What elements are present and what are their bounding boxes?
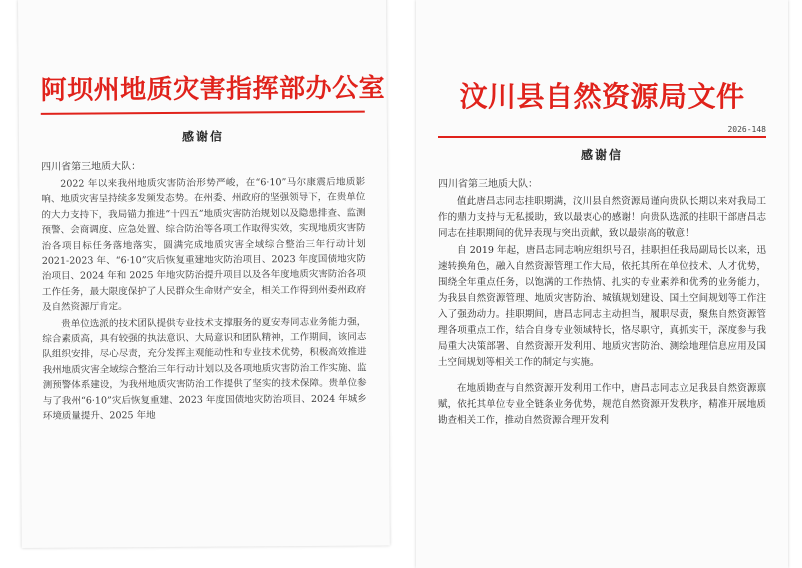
left-letterhead: 阿坝州地质灾害指挥部办公室 — [40, 73, 386, 106]
right-letterhead: 汶川县自然资源局文件 — [459, 80, 745, 113]
left-red-rule — [41, 111, 365, 115]
document-number: 2026-148 — [727, 125, 766, 134]
left-paragraph-1: 2022 年以来我州地质灾害防治形势严峻，在“6·10”马尔康震后地质影响、地质灾害呈持续多发频发态势。在州委、州政府的坚强领导下，在贵单位的大力支持下，我局锚力推进“十四五”地质灾害防治规划以及隐患排查、监测预警、会商调度、应急处置、综合防治等各项工作取得实效，实现地质灾害防治各项目标任务落地落实，圆满完成地质灾害全域综合整治三年行动计划 2021-2023 年、“6·10”灾后恢复重建地灾防治项目、2023 年度国债地灾防治项目、2024 年和 2025 年地灾防治提升项目以及各年度地质灾害防治各项工作任务，最大限度保护了人民群众生命财产安全，相关工作得到州委州政府及自然资源厅肯定。 — [41, 176, 367, 314]
left-letter-page — [18, 0, 390, 548]
right-salutation: 四川省第三地质大队： — [438, 179, 538, 190]
left-salutation: 四川省第三地质大队： — [41, 161, 142, 173]
right-red-rule — [438, 136, 766, 138]
right-paragraph-1: 值此唐昌志同志挂职期满，汶川县自然资源局谨向贵队长期以来对我局工作的鼎力支持与无私援助，致以最衷心的感谢！向贵队选派的挂职干部唐昌志同志在挂职期间的优异表现与突出贡献，致以最崇高的敬意！ — [438, 196, 766, 239]
left-letter-title: 感谢信 — [181, 129, 225, 144]
right-paragraph-2: 自 2019 年起，唐昌志同志响应组织号召，挂职担任我局副局长以来，迅速转换角色，融入自然资源管理工作大局，依托其所在单位技术、人才优势，围绕全年重点任务，以饱满的工作热情、扎实的专业素养和优秀的业务能力，为我县自然资源管理、地质灾害防治、城镇规划建设、国土空间规划等工作注入了强劲动力。挂职期间，唐昌志同志主动担当，履职尽责，聚焦自然资源管理各项重点工作，结合自身专业领域特长，恪尽职守，真抓实干，深度参与我局重大决策部署、自然资源开发利用、地质灾害防治、测绘地理信息应用及国土空间规划等相关工作的制定与实施。 — [438, 245, 766, 368]
right-letter-page — [416, 0, 788, 568]
right-letter-title: 感谢信 — [580, 148, 623, 162]
right-paragraph-3: 在地质勘查与自然资源开发利用工作中，唐昌志同志立足我县自然资源禀赋，依托其单位专业全链条业务优势，规范自然资源开发秩序，精准开展地质勘查相关工作，推动自然资源合理开发利 — [438, 383, 766, 426]
left-paragraph-2: 贵单位选派的技术团队提供专业技术支撑服务的夏安寿同志业务能力强，综合素质高，具有较强的执法意识、大局意识和团队精神，工作期间，该同志队组织安排，尽心尽责，充分发挥主观能动性和专业技术优势，积极高效推进我州地质灾害全域综合整治三年行动计划以及各项地质灾害防治工作实施、监测预警体系建设，为我州地质灾害防治工作提供了坚实的技术保障。贵单位参与了我州“6·10”灾后恢复重建、2023 年度国债地灾防治项目、2024 年城乡环境质量提升、2025 年地 — [42, 316, 367, 422]
